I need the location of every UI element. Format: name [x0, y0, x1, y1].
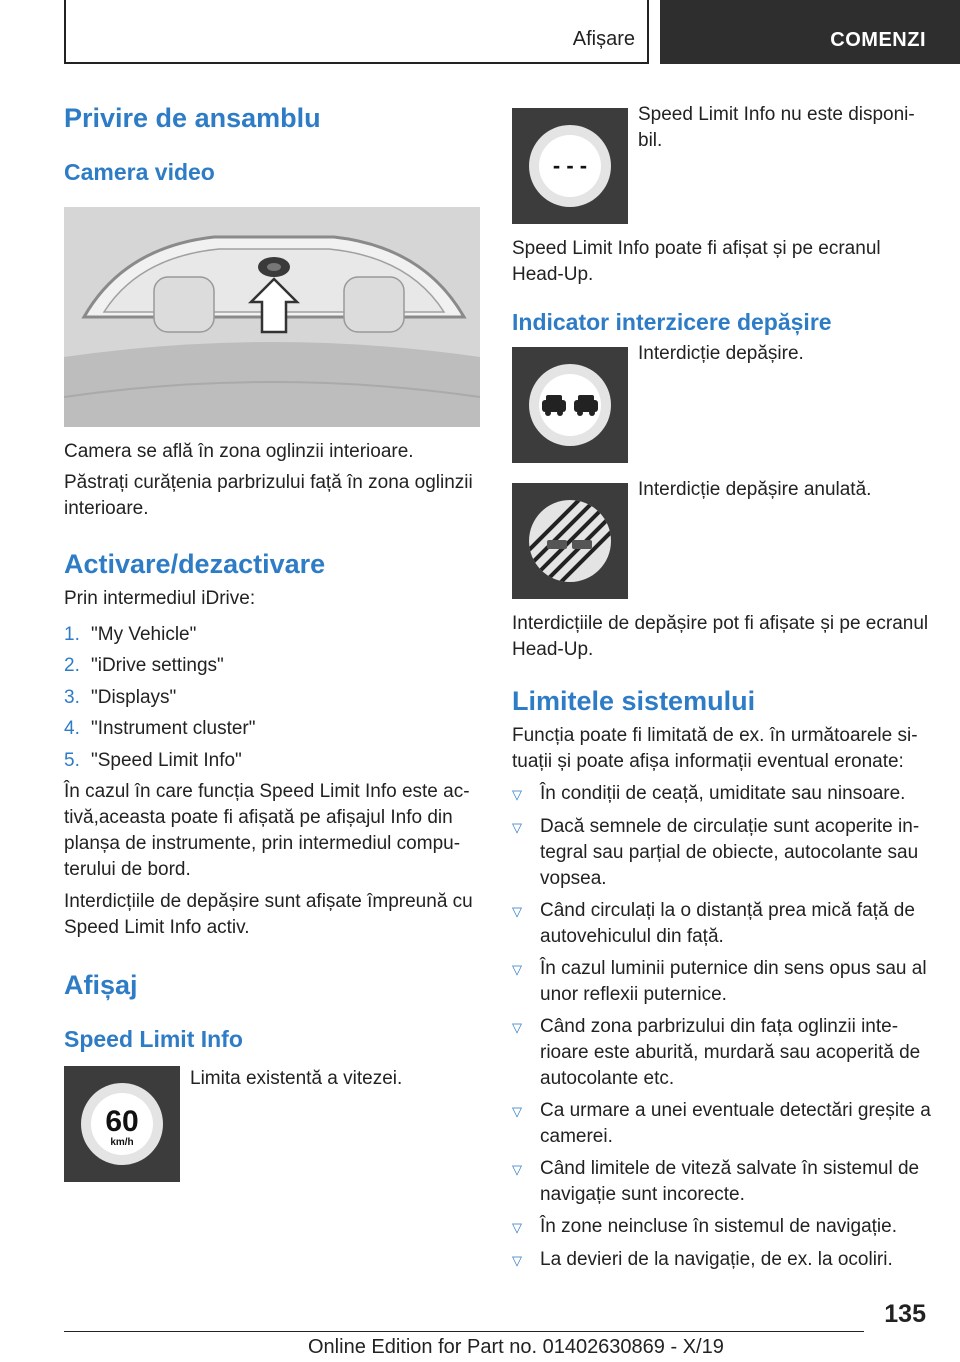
speed-value: 60: [105, 1105, 139, 1139]
list-item: [64, 653, 482, 685]
list-item: [64, 716, 482, 748]
limits-intro: Funcția poate fi limitată de ex. în următoarele situații și poate afișa informații eventual eronate:: [512, 724, 918, 772]
speed-limit-sign: [64, 1066, 180, 1182]
bullet-triangle-icon: ▽: [512, 961, 522, 977]
list-item: [64, 685, 482, 717]
activation-intro: Prin intermediul iDrive:: [64, 587, 256, 609]
list-item: [64, 748, 482, 780]
section-tab-label: Afișare: [572, 28, 635, 50]
step-text: "Displays": [91, 686, 177, 708]
sli-heading: Speed Limit Info: [64, 1025, 243, 1052]
step-number: 4.: [64, 718, 80, 740]
rear-window-illustration: [64, 207, 480, 427]
left-column: [64, 96, 482, 1182]
step-text: "My Vehicle": [91, 623, 197, 645]
right-column: [512, 96, 932, 1274]
limit-text: Dacă semnele de circulație sunt acoperite integral sau parțial de obiecte, autocolante sau vopsea.: [540, 815, 920, 889]
footer-divider: [64, 1331, 864, 1332]
end-overtake-text: Interdicție depășire anulată.: [638, 479, 872, 501]
limit-text: Când circulați la o distanță prea mică față de autovehiculul din față.: [540, 899, 915, 947]
list-item: [512, 814, 932, 892]
overtake-heading: Indicator interzicere depășire: [512, 309, 832, 335]
camera-location-text: Camera se află în zona oglinzii interioare.: [64, 440, 414, 462]
bullet-triangle-icon: ▽: [512, 1019, 522, 1035]
list-item: [64, 622, 482, 654]
end-no-overtaking-icon: [525, 496, 615, 586]
list-item: [512, 1014, 932, 1092]
step-text: "Instrument cluster": [91, 718, 256, 740]
no-overtaking-icon: [525, 360, 615, 450]
bullet-triangle-icon: ▽: [512, 819, 522, 835]
activation-steps: [64, 622, 482, 780]
bullet-triangle-icon: ▽: [512, 1252, 522, 1268]
camera-clean-text: Păstrați curățenia parbrizului față în zona oglinzii interioare.: [64, 471, 473, 519]
step-text: "iDrive settings": [91, 655, 224, 677]
bullet-triangle-icon: ▽: [512, 1103, 522, 1119]
chapter-tab: [660, 0, 960, 64]
speed-limit-60-icon: [77, 1079, 167, 1169]
end-overtake-sign: [512, 483, 628, 599]
limit-text: Ca urmare a unei eventuale detectări greșite a camerei.: [540, 1099, 931, 1147]
unavailable-dashes: - - -: [552, 153, 588, 178]
display-heading: Afișaj: [64, 970, 138, 1001]
limit-text: În cazul luminii puternice din sens opus sau al unor reflexii puternice.: [540, 957, 927, 1005]
activation-heading: Activare/dezactivare: [64, 548, 326, 579]
no-overtake-row: [512, 343, 932, 463]
bullet-triangle-icon: ▽: [512, 786, 522, 802]
end-overtake-row: [512, 479, 932, 599]
sli-row: [64, 1066, 482, 1182]
step-number: 3.: [64, 686, 80, 708]
list-item: [512, 1214, 932, 1241]
list-item: [512, 956, 932, 1008]
speed-limit-unavailable-icon: [525, 121, 615, 211]
section-tab: [64, 0, 649, 64]
step-number: 1.: [64, 623, 80, 645]
limits-heading: Limitele sistemului: [512, 686, 756, 717]
camera-heading: Camera video: [64, 158, 215, 185]
activation-overtake-text: Interdicțiile de depășire sunt afișate împreună cu Speed Limit Info activ.: [64, 891, 473, 939]
bullet-triangle-icon: ▽: [512, 1161, 522, 1177]
activation-display-text: În cazul în care funcția Speed Limit Info este activă,aceasta poate fi afișată pe afișajul Info din planșa de instrumente, prin intermediul computerului de bord.: [64, 781, 470, 881]
list-item: [512, 1247, 932, 1274]
bullet-triangle-icon: ▽: [512, 1219, 522, 1235]
speed-unit: km/h: [110, 1137, 134, 1149]
sli-headup-text: Speed Limit Info poate fi afișat și pe ecranul Head-Up.: [512, 238, 881, 285]
sli-unavailable-row: [512, 104, 932, 224]
limit-text: Când zona parbrizului din fața oglinzii interioare este aburită, murdară sau acoperită de autocolante etc.: [540, 1015, 921, 1089]
list-item: [512, 1098, 932, 1150]
chapter-tab-label: COMENZI: [830, 29, 926, 51]
no-overtake-text: Interdicție depășire.: [638, 343, 804, 365]
page-number: 135: [884, 1300, 926, 1328]
step-number: 5.: [64, 749, 80, 771]
list-item: [512, 1156, 932, 1208]
bullet-triangle-icon: ▽: [512, 903, 522, 919]
limits-list: [512, 781, 932, 1274]
limit-text: În zone neincluse în sistemul de navigație.: [540, 1215, 897, 1237]
overtake-headup-text: Interdicțiile de depășire pot fi afișate și pe ecranul Head-Up.: [512, 613, 929, 661]
no-overtake-sign: [512, 347, 628, 463]
sli-unavailable-sign: [512, 108, 628, 224]
sli-description: Limita existentă a vitezei.: [190, 1068, 403, 1090]
list-item: [512, 781, 932, 808]
step-number: 2.: [64, 655, 80, 677]
step-text: "Speed Limit Info": [91, 749, 242, 771]
overview-heading: Privire de ansamblu: [64, 103, 321, 133]
limit-text: În condiții de ceață, umiditate sau ninsoare.: [540, 782, 906, 804]
sli-unavailable-text: Speed Limit Info nu este disponibil.: [638, 104, 915, 151]
list-item: [512, 898, 932, 950]
limit-text: La devieri de la navigație, de ex. la ocoliri.: [540, 1248, 893, 1270]
camera-photo: [64, 207, 480, 427]
limit-text: Când limitele de viteză salvate în sistemul de navigație sunt incorecte.: [540, 1157, 920, 1205]
edition-text: Online Edition for Part no. 01402630869 - X/19: [308, 1336, 724, 1358]
